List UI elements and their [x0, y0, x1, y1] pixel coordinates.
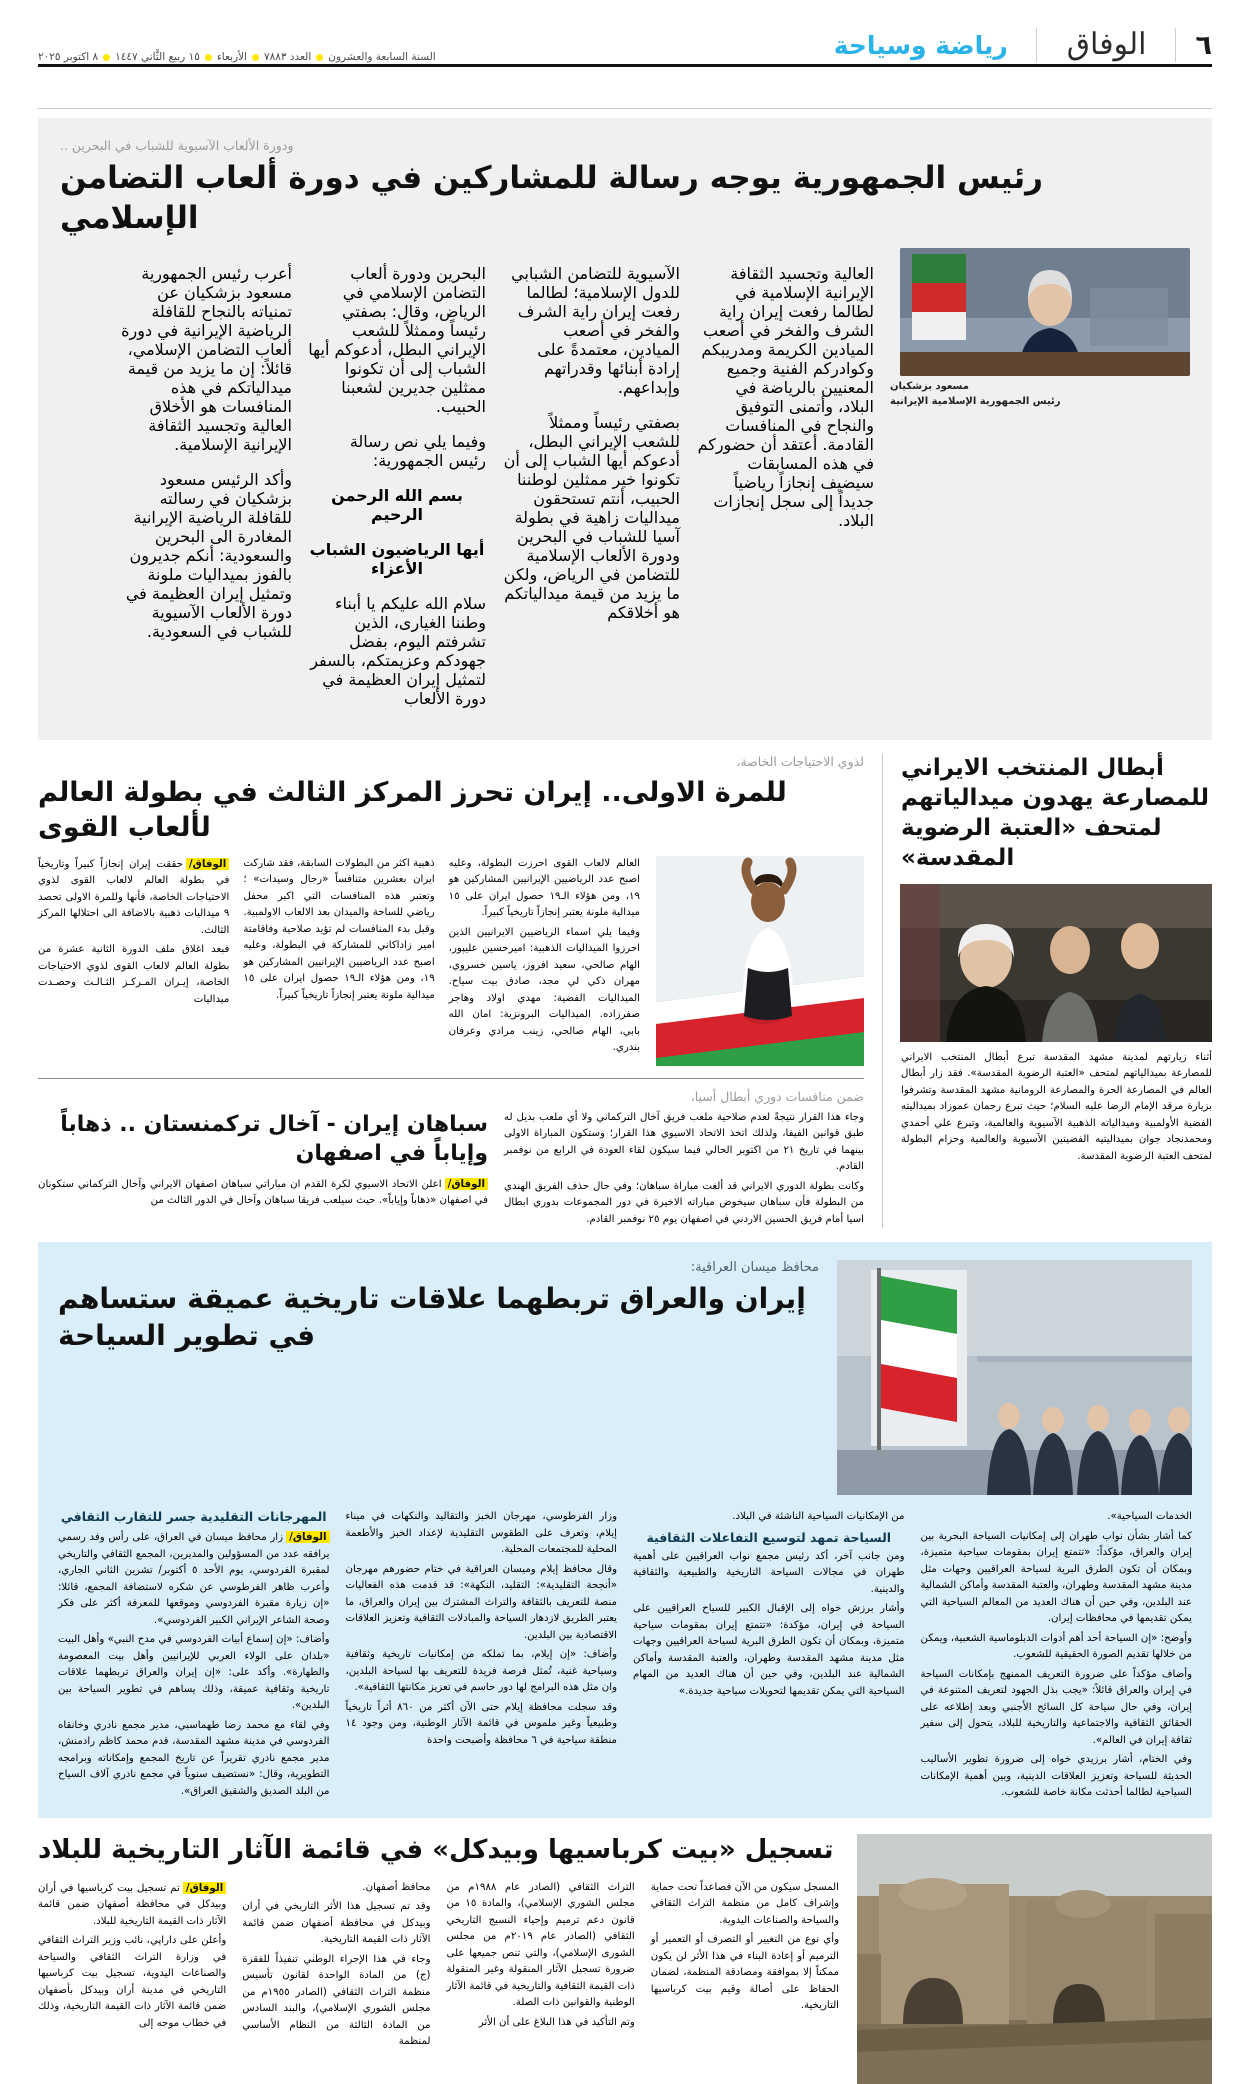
- paragraph: العالم لالعاب القوى احرزت البطولة، وعليه اصبح عدد الرياضيين الإيرانيين المشاركين هو ١٩، ومن هؤلاء الـ١٩ حصول ايران على ١٥ ميدالية ملونة يعتبر إنجازاً تاريخياً كبيراً.: [448, 857, 640, 919]
- article-maysan: [38, 1242, 1212, 1818]
- article-karbasi-column-4: [651, 1880, 839, 2051]
- article-maysan-column-4: [921, 1509, 1193, 1802]
- section-title: رياضة وسياحة: [833, 30, 1008, 60]
- wrestlers-photo: [900, 884, 1212, 1042]
- paragraph: وأضاف: «إن إسماع أبيات الفردوسي في مدح النبي» وأهل البيت «بلدان على الولاء العربي للإيرانيين وأهل بيت المعصومة والطهارة». وأكد على: «إن إيران والعراق تربطهما علاقات تاريخية وثقافية عميقة، وذلك يساهم في تطوير السياحة بين البلدين».: [58, 1634, 330, 1712]
- article-maysan-column-3: [633, 1509, 905, 1802]
- issue-number: العدد ٧٨٨٣: [263, 51, 312, 63]
- paragraph: حققت إيران إنجازاً كبيراً وتاريخياً في بطولة العالم لالعاب القوى لذوي الاحتياجات الخاصة، فأنها وللمرة الاولى تحصد ٩ ميداليات ذهبية بالاضافة الى احتلالها المركز الثالث.: [38, 858, 230, 936]
- article-president-kicker: ودورة الألعاب الآسيوية للشباب في البحرين ..: [60, 138, 294, 153]
- article-karbasi-body: [38, 1880, 839, 2051]
- article-maysan-body: [58, 1509, 1192, 1802]
- article-president-column-1: [114, 248, 292, 724]
- article-maysan-headline: إيران والعراق تربطهما علاقات تاريخية عميقة ستساهم في تطوير السياحة: [58, 1282, 806, 1352]
- article-maysan-media: [837, 1260, 1192, 1495]
- paragraph: العالية وتجسيد الثقافة الإيرانية الإسلامية في لطالما رفعت إيران راية الشرف والفخر في أصعب الميادين الكريمة ومدريبكم وكوادركم الفنية وجميع المعنيين بالرياضة في البلاد، وأتمنى التوفيق والنجاح في المنافسات القادمة. أعتقد أن حضوركم في هذه المسابقات سيضيف إنجازاً رياضياً جديداً إلى سجل إنجازات البلاد.: [697, 264, 874, 531]
- paragraph: كما أشار بشأن نواب طهران إلى إمكانيات السياحة البحرية بين إيران والعراق، مؤكداً: «تتمتع إيران بمقومات سياحية متميزة، وبمكان أن تكون الطرق البرية لسياحة العراقيين وجهات مثل مدينة مشهد المقدسة وطهران، والعتبة المقدسة وأماكن الشمالية عند البلدين، وفي حين أن هناك العديد من المعالم السياحية التي يمكن تقديمها في محافظات إيران.: [920, 1530, 1192, 1625]
- article-president: [38, 118, 1212, 740]
- article-maysan-subhead-mid: السياحة تمهد لتوسيع التفاعلات الثقافية: [646, 1529, 892, 1545]
- paragraph: وزار الفرطوسي، مهرجان الخبز والتقاليد والنكهات في ميناء إيلام، وتعرف على الطقوس التقليدية لإعداد الخبز والأطعمة المحلية للمجتمعات المحلية.: [345, 1511, 617, 1556]
- article-para-headline: للمرة الاولى.. إيران تحرز المركز الثالث في بطولة العالم لألعاب القوى: [38, 777, 787, 844]
- paragraph: الخدمات السياحية».: [1107, 1511, 1192, 1523]
- masthead: [38, 0, 1212, 110]
- paragraph: وأوضح: «إن السياحة أحد أهم أدوات الدبلوماسية الشعبية، ويمكن من خلالها تقديم الصورة الحقيقية للشعوب.: [920, 1632, 1192, 1661]
- paragraph: بصفتي رئيساً وممثلاً للشعب الإيراني البطل، أدعوكم أيها الشباب إلى أن تكونوا خير ممثلين لوطننا الحبيب، أنتم تستحقون ميداليات زاهية في بطولة آسيا للشباب في البحرين ودورة الألعاب الإسلامية للتضامن في الرياض، ولكن ما يزيد من قيمة ميدالياتكم هو أخلاقكم: [503, 413, 680, 623]
- paragraph: وقد سجلت محافظة إيلام حتى الآن أكثر من ٨٦٠ أثراً تاريخياً وطبيعياً وغير ملموس في قائمة الآثار الوطنية، ومن وجود ١٤ منطقة سياحية في ٦ محافظة وأصبحت واحدة: [345, 1701, 617, 1746]
- president-photo: [900, 248, 1190, 376]
- paragraph: البحرين ودورة ألعاب التضامن الإسلامي في الرياض، وقال: بصفتي رئيساً وممثلاً للشعب الإيراني البطل، أدعوكم أيها الشباب إلى أن تكونوا ممثلين جديرين لشعبنا الحبيب.: [308, 264, 486, 417]
- athlete-photo: [656, 856, 864, 1066]
- issue-info: [38, 52, 436, 63]
- paragraph: وجاء في هذا الإجراء الوطني تنفيذاً للفقرة (ج) من المادة الواحدة لقانون تأسيس منظمة التراث الثقافي (الصادر ١٩٥٥م من مجلس الشوري الإسلامي)، والبند السادس من المادة الثالثة من النظام الأساسي لمنظمة: [242, 1953, 431, 2048]
- paragraph: وفي الختام، أشار برزيدي خواه إلى ضرورة تطوير الأساليب الحديثة للسياحة وتعزيز العلاقات الدينية، وبين أهمية الإمكانات السياحية لطالما أحدثت مكانة خاصة للشعوب.: [920, 1754, 1192, 1799]
- article-wrestling: [882, 754, 1212, 1228]
- article-para-wrap: [38, 754, 882, 1228]
- article-para-column-3: [449, 856, 640, 1066]
- paragraph: وكانت بطولة الدوري الايراني قد ألغت مباراة سباهان؛ وفي حال حذف الفريق الهندي من البطولة فأن سباهان سيخوض مباراته الاخيرة في دور المجموعات بدوري ابطال اسيا أمام فريق الحسين الاردني في اصفهان يوم ٢٥ نوفمبر القادم.: [504, 1180, 864, 1225]
- article-president-headline: رئيس الجمهورية يوجه رسالة للمشاركين في دورة ألعاب التضامن الإسلامي: [60, 160, 1043, 236]
- president-photo-caption: [890, 380, 1190, 409]
- byline-badge: الوفاق/: [183, 1882, 226, 1894]
- paragraph: وفيما يلي اسماء الرياضيين الايرانيين الذين احرزوا الميداليات الذهبية: اميرحسين عليپور، الهام صالحي، سعيد افروز، ياسين خسروي، مهران ذكي لي مجد، صادق بيت سياح. الميداليات الفضية: مهدي اولاد وهاجر صفرزاده. الميداليات البرونزية: امان الله بابي، الهام صالحي، زينب مرادي وعرفان بندري.: [448, 926, 640, 1054]
- article-maysan-column-2: [346, 1509, 618, 1802]
- paragraph: وأي نوع من التغيير أو التصرف أو التعمير أو الترميم أو إعادة البناء في هذا الأثر لن يكون ممكناً إلا بموافقة ومصادقة المنظمة، لضمان الحفاظ على أصالة وقيم بيت كرباسيها التاريخية.: [650, 1934, 839, 2012]
- article-president-column-2: [308, 248, 486, 724]
- ruins-photo: [857, 1834, 1212, 2084]
- article-saipa-kicker: ضمن منافسات دوري أبطال أسيا،: [690, 1088, 864, 1104]
- paragraph: وفيما يلي نص رسالة رئيس الجمهورية:: [349, 432, 486, 471]
- article-karbasi-column-2: [242, 1880, 430, 2051]
- bullet-icon: [103, 54, 110, 61]
- article-maysan-kicker: محافظ ميسان العراقية:: [690, 1260, 819, 1276]
- salutation: أيها الرياضيون الشباب الأعزاء: [309, 540, 485, 579]
- article-para-column-1: [38, 856, 229, 1066]
- article-president-column-3: [502, 248, 680, 724]
- paragraph: المسجل سيكون من الآن فصاعداً تحت حماية وإشراف كامل من منظمة التراث الثقافي والسياحة والصناعات اليدوية.: [650, 1881, 839, 1926]
- page-number: ٦: [1195, 29, 1212, 61]
- row-two: [38, 754, 1212, 1228]
- article-president-column-4: [696, 248, 874, 724]
- article-karbasi: [38, 1834, 1212, 2084]
- paragraph: زار محافظ ميسان في العراق، على رأس وفد رسمي يرافقه عدد من المسؤولين والمديرين، المجمع الثقافي والتاريخي لمقبرة الفردوسي، يوم الأحد ٥ أكتوبر/ تشرين الثاني الجاري، وأعرب ظاهر الفرطوسي عن شكره لاستضافة المجمع، قائلا: «إن زيارة مقبرة الفردوسي وموقعها للمعرفة أكثر على فكر وصحة الشاعر الإيراني الكبير الفردوسي».: [58, 1532, 330, 1626]
- paragraph: ومن جانب آخر، أكد رئيس مجمع نواب العراقيين على أهمية طهران في مجالات السياحة التاريخية والطبيعية والثقافية والدينية.: [633, 1550, 905, 1595]
- caption-role: رئيس الجمهورية الإسلامية الإيرانية: [890, 395, 1061, 407]
- article-maysan-subhead-right: المهرجانات التقليدية جسر للتقارب الثقافي: [60, 1509, 327, 1525]
- paragraph: اعلن الاتحاد الاسيوي لكرة القدم ان مباراتي سباهان اصفهان الايراني وآخال التركماني ستكونان في اصفهان «ذهاباً وإياباً». حيث سيلعب فريقا سباهان وآخال في الدور الثالث من: [38, 1178, 488, 1207]
- article-saipa-column-2: [504, 1110, 864, 1229]
- paragraph: ذهبية اكثر من البطولات السابقة، فقد شاركت ايران بعشرين متنافساً «رجال وسيدات» ؛ وتعتبر هذه المنافسات التي اكبر محفل رياضي للساحة والميدان بعد الالعاب الاولمبية. وقبل بدء المنافسات لم تؤيد صلاحية وفاقامتة امير زاداكاني للمشاركة في البطولة، وعليه اصبح عدد الرياضيين الإيرانيين المشاركين هو ١٩، ومن هؤلاء الـ١٩ حصول ايران على ١٥ ميدالية ملونة يعتبر إنجازاً تاريخياً كبيراً.: [243, 857, 435, 1001]
- article-para-kicker: لذوي الاحتياجات الخاصة،: [736, 754, 864, 770]
- article-karbasi-headline: تسجيل «بيت كرباسيها وبيدكل» في قائمة الآثار التاريخية للبلاد: [38, 1834, 834, 1865]
- basmala: بسم الله الرحمن الرحيم: [331, 486, 463, 525]
- byline-badge: الوفاق/: [186, 858, 229, 870]
- bullet-icon: [316, 54, 323, 61]
- caption-name: مسعود بزشكيان: [890, 381, 969, 393]
- paragraph: وفي لقاء مع محمد رضا طهماسبي، مدير مجمع نادري وخانقاه الفردوسي في مدينة مشهد المقدسة، قدم محمد كاظم رادمنش، مدير مجمع نادري تقريراً عن تاريخ المجمع وإمكاناته وبرامجه التطويرية، وقال: «نستضيف سنوياً في مجمع نادري آلاف السياح من البلد الصديق والشقيق العراق».: [58, 1719, 330, 1797]
- paragraph: وتم التأكيد في هذا البلاغ على أن الأثر: [478, 2016, 635, 2028]
- bullet-icon: [205, 54, 212, 61]
- paragraph: وقال محافظ إيلام وميسان العراقية في ختام حضورهم مهرجان «أنجحة التقليدية»: التقليد، النكهة»: قد قدمت هذه الفعاليات منصة للتعريف بالثقافة والتراث المشترك بين إيران والعراق، ما يعتبر الطريق لازدهار السياحة والمبادلات الثقافية وتعزيز العلاقات الاقتصادية بين البلدين.: [345, 1563, 617, 1641]
- article-karbasi-column-3: [447, 1880, 635, 2051]
- paragraph: وقد تم تسجيل هذا الأثر التاريخي في أران وبيدكل في محافظة أصفهان ضمن قائمة الآثار ذات القيمة التاريخية.: [242, 1901, 431, 1946]
- paragraph: وأعلن على داراپي، نائب وزير التراث الثقافي في وزارة التراث الثقافي والسياحة والصناعات اليدوية، تسجيل بيت كرباسيها التاريخي في مدينة أران وبيدكل بأصفهان ضمن قائمة الآثار ذات القيمة التاريخية، وذلك في خطاب موجه إلى: [38, 1935, 227, 2029]
- paragraph: وأكد الرئيس مسعود بزشكيان في رسالته للقافلة الرياضية الإيرانية المغادرة الى البحرين والسعودية: أنكم جديرون بالفوز بميداليات ملونة وتمثيل إيران العظيمة في دورة الألعاب الآسيوية للشباب في السعودية.: [125, 470, 292, 642]
- bullet-icon: [252, 54, 259, 61]
- paragraph: أعرب رئيس الجمهورية مسعود بزشكيان عن تمنياته بالنجاح للقافلة الرياضية الإيرانية في دورة ألعاب التضامن الإسلامي، قائلاً: إن ما يزيد من قيمة ميدالياتكم في هذه المنافسات هو الأخلاق العالية وتجسيد الثقافة الإيرانية الإسلامية.: [121, 264, 292, 455]
- paragraph: سلام الله عليكم يا أبناء وطننا الغيارى، الذين تشرفتم اليوم، بفضل جهودكم وعزيمتكم، بالسفر لتمثيل إيران العظيمة في دورة الألعاب: [310, 594, 486, 709]
- paragraph: فبعد اغلاق ملف الدورة الثانية عشرة من بطولة العالم لالعاب القوى لذوي الاحتياجات الخاصة، إيـران المـركـز الثـالـث وحصـدت ميداليات: [38, 944, 230, 1005]
- paragraph: من الإمكانيات السياحية الناشئة في البلاد.: [732, 1511, 905, 1523]
- article-para-body: [38, 856, 864, 1066]
- paragraph: أثناء زيارتهم لمدينة مشهد المقدسة تبرع أبطال المنتخب الايراني للمصارعة بميدالياتهم لمتحف «العتبة الرضوية المقدسة». فقد زار أبطال العالم في المصارعة الحرة والمصارعة الرومانية مشهد المقدسة وتشرفوا بزيارة مرقد الإمام الرضا عليه السلام؛ حيث تبرع رحمان عموزاد بميداليته الفضية الأولمبية وميدالياته الذهبية الآسيوية والعالمية، وتبرع علي أحمدي ومحمدنجاد جوان بميداليتيه الفضيتين الآسيوية والعالمية وحزام البطولة لمتحف العتبة الرضوية المقدسة.: [901, 1051, 1212, 1162]
- paragraph: وأشار برزش خواه إلى الإقبال الكبير للسياح العراقيين على السياحة في إيران، مؤكدة: «تتمتع إيران بمقومات سياحية متميزة، وبمكان أن تكون الطرق البرية لسياحة العراقيين وجهات مثل مدينة مشهد المقدسة وطهران، والعتبة المقدسة وأماكن الشمالية عند البلدين، وفي حين أن هناك العديد من المهام السياحية التي يمكن تقديمها لتحويلات سياحية جديدة.»: [633, 1603, 905, 1697]
- issue-weekday: الأربعاء: [216, 51, 247, 63]
- issue-gregorian-date: ٨ اكتوبر ٢٠٢٥: [38, 51, 99, 63]
- paragraph: الآسيوية للتضامن الشبابي للدول الإسلامية؛ لطالما رفعت إيران راية الشرف والفخر في أصعب الميادين، معتمدةً على إرادة أبنائها وقدراتهم وإبداعهم.: [511, 264, 680, 398]
- article-para-column-2: [243, 856, 434, 1066]
- paragraph: وجاء هذا القرار نتيجةً لعدم صلاحية ملعب فريق آخال التركماني ولا أي ملعب بديل له طبق قوانين الفيفا، ولذلك اتخذ الاتحاد الاسيوي هذا القرار؛ وستكون المباراة الاولى بينهما في تاريخ ٢١ من اكتوبر الحالي فيما سيكون لقاء العودة في الرابع من نوفمبر القادم.: [504, 1111, 864, 1173]
- delegation-photo: [837, 1260, 1192, 1495]
- paragraph: محافظ أصفهان.: [362, 1881, 431, 1893]
- article-karbasi-media: [857, 1834, 1212, 2084]
- issue-year: السنة السابعة والعشرون: [328, 51, 436, 63]
- masthead-bottom-rule: [38, 108, 1212, 109]
- paragraph: التراث الثقافي (الصادر عام ١٩٨٨م من مجلس الشوري الإسلامي)، والمادة ١٥ من قانون دعم ترميم وإحياء النسيج التاريخي الثقافي (الصادر عام ٢٠١٩م من مجلس الشورى الإسلامي)، والتي تنص جميعها على ضرورة تسجيل الآثار المنقولة وغير المنقولة ذات القيمة الثقافية والتاريخية في قائمة الآثار الوطنية والقوانين ذات الصلة.: [446, 1881, 635, 2009]
- article-president-media: [890, 248, 1190, 724]
- byline-badge: الوفاق/: [286, 1531, 329, 1543]
- article-saipa-headline: سباهان إيران - آخال تركمنستان .. ذهاباً وإياباً في اصفهان: [60, 1111, 488, 1166]
- article-maysan-column-1: [58, 1509, 330, 1802]
- byline-badge: الوفاق/: [445, 1178, 488, 1190]
- section-rule: [38, 1078, 864, 1079]
- issue-hijri-date: ١٥ ربيع الثَّاني ١٤٤٧: [115, 51, 200, 63]
- paragraph: وأضاف مؤكداً على ضرورة التعريف الممنهج بإمكانات السياحة في إيران والعراق قائلاً: «يجب بذل الجهود لتعريف المتنوعة في إيران، وفي حال سياحة كل السائح الأجنبي وبعد إطلاعه على الحقائق الثقافية والاجتماعية والتاريخية للبلاد، يتحول إلى سفير ثقافة إيران في العالم».: [920, 1668, 1192, 1746]
- masthead-divider-1: [1175, 28, 1176, 62]
- article-wrestling-headline: أبطال المنتخب الايراني للمصارعة يهدون ميدالياتهم لمتحف «العتبة الرضوية المقدسة»: [901, 755, 1210, 872]
- paragraph: تم تسجيل بيت كرباسيها في أران وبيدكل في محافظة أصفهان ضمن قائمة الآثار ذات القيمة التاريخية للبلاد.: [38, 1882, 227, 1927]
- newspaper-logo: الوفاق: [1066, 27, 1147, 62]
- article-karbasi-column-1: [38, 1880, 226, 2051]
- paragraph: وأضاف: «إن إيلام، بما تملكه من إمكانيات تاريخية وثقافية وسياحية غنية، تُمثل فرصة فريدة للتعريف بها لسياحة البلدين، وان مثل هذه البرامج لها دور حاسم في تعزيز مكانتها الثقافية».: [345, 1649, 617, 1694]
- masthead-divider-2: [1036, 28, 1037, 62]
